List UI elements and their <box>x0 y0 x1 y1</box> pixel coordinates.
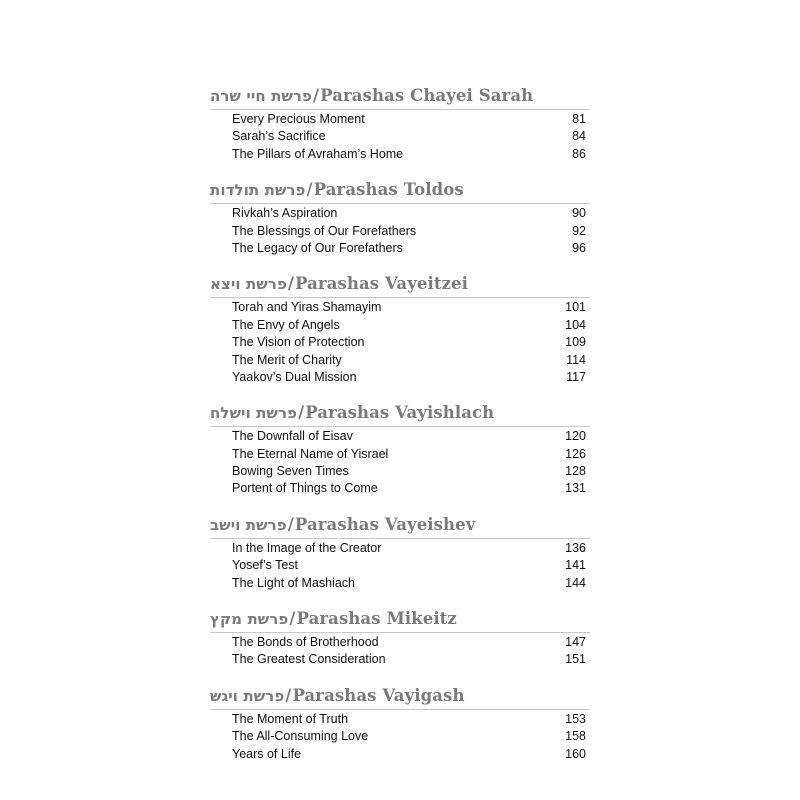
entry-title: Every Precious Moment <box>232 112 365 126</box>
section-separator: / <box>298 403 305 423</box>
toc-section <box>210 512 590 592</box>
entry-page-number: 141 <box>565 558 586 573</box>
section-hebrew-title: פרשת תולדות <box>210 181 306 200</box>
entry-page-number: 117 <box>566 369 586 384</box>
toc-entry[interactable] <box>232 651 590 668</box>
section-entries <box>210 297 590 386</box>
section-english-title: Parashas Vayishlach <box>305 403 495 423</box>
entry-page-number: 114 <box>566 352 586 367</box>
section-entries <box>210 709 590 763</box>
toc-entry[interactable] <box>232 352 590 369</box>
entry-page-number: 126 <box>565 446 586 461</box>
toc-entry[interactable] <box>232 334 590 351</box>
entry-title: The Downfall of Eisav <box>232 429 353 444</box>
toc-entry[interactable] <box>232 728 590 745</box>
toc-entry[interactable] <box>232 223 590 240</box>
entry-page-number: 84 <box>572 129 586 144</box>
toc-section <box>210 606 590 669</box>
section-heading <box>210 177 590 203</box>
section-heading <box>210 606 590 632</box>
section-entries <box>210 203 590 257</box>
section-entries <box>210 632 590 669</box>
entry-title: In the Image of the Creator <box>232 540 382 555</box>
entry-title: The Light of Mashiach <box>232 575 355 590</box>
toc-entry[interactable] <box>232 128 590 145</box>
section-hebrew-title: פרשת וישב <box>210 515 287 534</box>
toc-entry[interactable] <box>232 299 590 316</box>
entry-page-number: 147 <box>565 635 586 650</box>
entry-page-number: 109 <box>565 335 586 350</box>
section-english-title: Parashas Mikeitz <box>296 609 457 629</box>
toc-section <box>210 271 590 386</box>
section-heading <box>210 271 590 297</box>
entry-title: Bowing Seven Times <box>232 464 349 479</box>
toc-entry[interactable] <box>232 205 590 222</box>
toc-section <box>210 83 590 163</box>
entry-title: The Legacy of Our Forefathers <box>232 240 403 255</box>
section-separator: / <box>287 274 295 294</box>
toc-entry[interactable] <box>232 240 590 257</box>
section-separator: / <box>313 86 320 105</box>
entry-page-number: 101 <box>565 300 586 315</box>
section-hebrew-title: פרשת מקץ <box>210 610 289 629</box>
toc-entry[interactable] <box>232 540 590 557</box>
toc-section <box>210 400 590 498</box>
entry-title: Yosef’s Test <box>232 558 299 573</box>
entry-title: Yaakov’s Dual Mission <box>232 369 357 384</box>
toc-entry[interactable] <box>232 575 590 592</box>
entry-page-number: 96 <box>572 240 586 255</box>
entry-page-number: 128 <box>565 464 586 479</box>
toc-entry[interactable] <box>232 557 590 574</box>
toc-section <box>210 683 590 763</box>
toc-entry[interactable] <box>232 317 590 334</box>
toc-entry[interactable] <box>232 634 590 651</box>
entry-title: The Greatest Consideration <box>232 652 386 667</box>
entry-page-number: 81 <box>572 112 586 126</box>
section-hebrew-title: פרשת חיי שרה <box>210 87 313 105</box>
toc-entry[interactable] <box>232 746 590 763</box>
entry-title: The Bonds of Brotherhood <box>232 635 379 650</box>
section-hebrew-title: פרשת וישלח <box>210 404 298 423</box>
section-entries <box>210 109 590 163</box>
section-entries <box>210 538 590 592</box>
entry-title: The Eternal Name of Yisrael <box>232 446 389 461</box>
toc-entry[interactable] <box>232 446 590 463</box>
entry-title: The Pillars of Avraham’s Home <box>232 146 404 161</box>
section-heading <box>210 512 590 538</box>
section-heading <box>210 83 590 109</box>
section-separator: / <box>289 609 296 629</box>
toc-entry[interactable] <box>232 480 590 497</box>
section-english-title: Parashas Toldos <box>313 180 464 200</box>
section-english-title: Parashas Vayeishev <box>294 514 476 534</box>
section-entries <box>210 426 590 498</box>
entry-title: Torah and Yiras Shamayim <box>232 300 382 315</box>
entry-title: Years of Life <box>232 746 302 761</box>
section-separator: / <box>287 514 294 534</box>
entry-title: The Envy of Angels <box>232 317 340 332</box>
toc-entry[interactable] <box>232 111 590 128</box>
toc-entry[interactable] <box>232 146 590 163</box>
entry-title: Portent of Things to Come <box>232 481 378 496</box>
toc-entry[interactable] <box>232 711 590 728</box>
section-english-title: Parashas Chayei Sarah <box>320 86 534 105</box>
section-hebrew-title: פרשת ויגש <box>210 686 285 705</box>
section-english-title: Parashas Vayeitzei <box>295 274 469 294</box>
section-heading <box>210 400 590 426</box>
entry-title: The Vision of Protection <box>232 335 365 350</box>
entry-title: The Merit of Charity <box>232 352 342 367</box>
toc-entry[interactable] <box>232 428 590 445</box>
toc-entry[interactable] <box>232 369 590 386</box>
toc-section <box>210 177 590 257</box>
entry-title: The Blessings of Our Forefathers <box>232 223 417 238</box>
section-separator: / <box>285 685 292 705</box>
entry-page-number: 92 <box>572 223 586 238</box>
entry-page-number: 160 <box>565 746 586 761</box>
section-english-title: Parashas Vayigash <box>292 685 465 705</box>
entry-title: The All-Consuming Love <box>232 729 369 744</box>
entry-page-number: 136 <box>565 540 586 555</box>
entry-title: The Moment of Truth <box>232 711 349 726</box>
entry-title: Sarah’s Sacrifice <box>232 129 326 144</box>
entry-page-number: 153 <box>565 711 586 726</box>
entry-page-number: 151 <box>565 652 586 667</box>
entry-page-number: 120 <box>565 429 586 444</box>
toc-entry[interactable] <box>232 463 590 480</box>
entry-page-number: 86 <box>572 146 586 161</box>
entry-title: Rivkah’s Aspiration <box>232 206 338 221</box>
entry-page-number: 144 <box>565 575 586 590</box>
section-heading <box>210 683 590 709</box>
table-of-contents <box>210 83 590 763</box>
section-separator: / <box>306 180 313 200</box>
entry-page-number: 90 <box>572 206 586 221</box>
entry-page-number: 131 <box>565 481 586 496</box>
section-hebrew-title: פרשת ויצא <box>210 275 287 294</box>
entry-page-number: 158 <box>565 729 586 744</box>
entry-page-number: 104 <box>565 317 586 332</box>
